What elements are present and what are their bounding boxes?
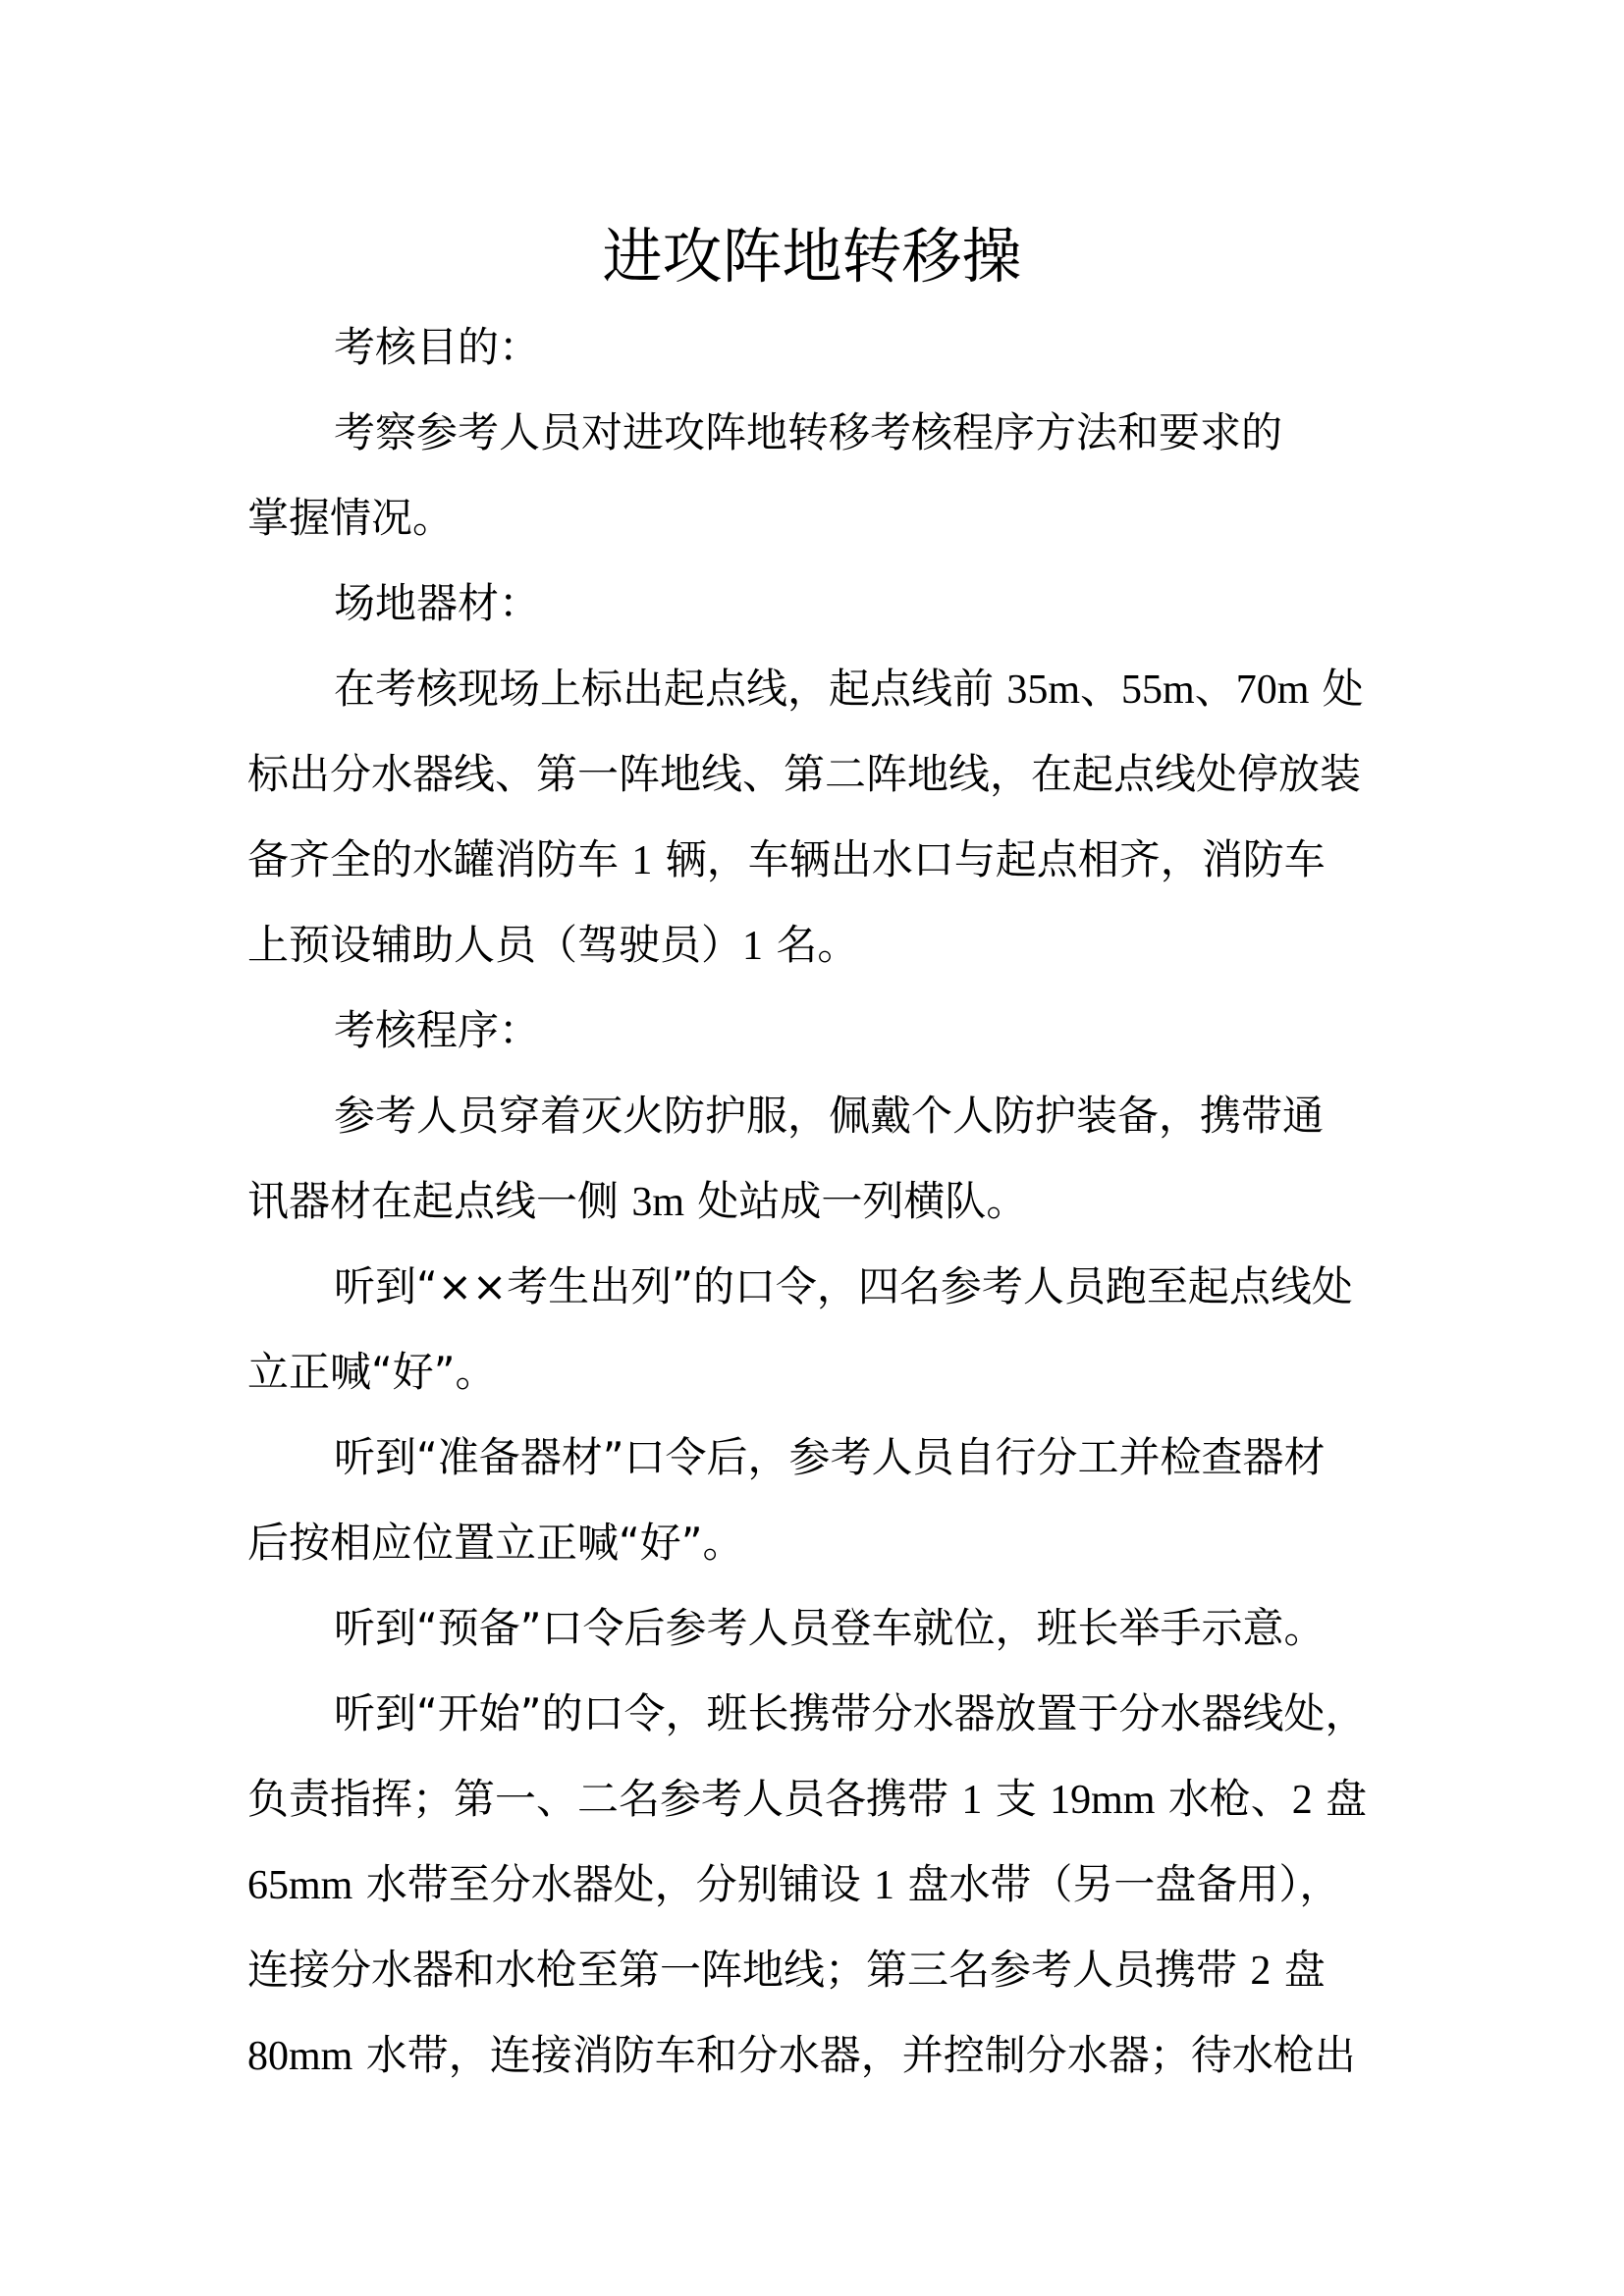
- distance-value: 55m: [1121, 667, 1195, 713]
- site-text-line: [247, 832, 1386, 888]
- purpose-text-line: [334, 405, 1386, 460]
- text-run: 立正喊“好”。: [247, 1348, 497, 1396]
- text-run: 听到“预备”口令后参考人员登车就位，班长举手示意。: [334, 1604, 1326, 1652]
- text-run: 掌握情况。: [247, 494, 455, 542]
- text-run: 上预设辅助人员（驾驶员）: [247, 921, 743, 969]
- text-run: 、: [1194, 665, 1236, 713]
- text-run: 讯器材在起点线一侧: [247, 1177, 632, 1225]
- distance-value: 35m: [1006, 667, 1081, 713]
- text-run: 辆，车辆出水口与起点相齐，消防车: [652, 835, 1326, 883]
- text-run: 标出分水器线、第一阵地线、第二阵地线，在起点线处停放装: [247, 750, 1362, 798]
- text-run: 听到“××考生出列”的口令，四名参考人员跑至起点线处: [334, 1262, 1353, 1310]
- distance-value: 3m: [631, 1180, 685, 1225]
- size-value: 19mm: [1050, 1778, 1156, 1823]
- procedure-text-line: [334, 1089, 1386, 1144]
- procedure-text-line: [247, 1772, 1386, 1828]
- count-value: 1: [742, 924, 764, 969]
- purpose-heading: [334, 320, 1386, 375]
- procedure-text-line: [334, 1601, 1386, 1656]
- text-run: 盘: [1271, 1946, 1326, 1994]
- procedure-text-line: [334, 1430, 1386, 1485]
- text-run: 考核目的：: [334, 323, 541, 371]
- text-run: 备齐全的水罐消防车: [247, 835, 632, 883]
- site-text-line: [334, 662, 1386, 718]
- text-run: 盘: [1312, 1775, 1368, 1823]
- text-run: 水带至分水器处，分别铺设: [352, 1860, 875, 1908]
- count-value: 1: [961, 1778, 983, 1823]
- procedure-text-line: [247, 1516, 1386, 1571]
- text-run: 考察参考人员对进攻阵地转移考核程序方法和要求的: [334, 408, 1283, 456]
- procedure-text-line: [247, 1857, 1386, 1913]
- site-text-line: [247, 918, 1386, 974]
- procedure-text-line: [247, 1174, 1386, 1230]
- text-run: 处站成一列横队。: [684, 1177, 1028, 1225]
- text-run: 支: [982, 1775, 1051, 1823]
- text-run: 盘水带（另一盘备用），: [894, 1860, 1341, 1908]
- distance-value: 70m: [1235, 667, 1310, 713]
- text-run: 考核程序：: [334, 1006, 541, 1054]
- text-run: 处: [1309, 665, 1364, 713]
- size-value: 80mm: [247, 2034, 353, 2079]
- text-run: 名。: [763, 921, 859, 969]
- text-run: 水枪、: [1155, 1775, 1292, 1823]
- procedure-text-line: [334, 1259, 1386, 1314]
- procedure-text-line: [247, 1943, 1386, 1999]
- text-run: 参考人员穿着灭火防护服，佩戴个人防护装备，携带通: [334, 1092, 1325, 1140]
- text-run: 、: [1080, 665, 1122, 713]
- text-run: 后按相应位置立正喊“好”。: [247, 1519, 744, 1567]
- text-run: 水带，连接消防车和分水器，并控制分水器；待水枪出: [352, 2031, 1356, 2079]
- size-value: 65mm: [247, 1863, 353, 1908]
- site-heading: [334, 576, 1386, 631]
- text-run: 连接分水器和水枪至第一阵地线；第三名参考人员携带: [247, 1946, 1251, 1994]
- procedure-text-line: [247, 2028, 1386, 2084]
- count-value: 1: [874, 1863, 895, 1908]
- procedure-text-line: [247, 1345, 1386, 1400]
- count-value: 2: [1291, 1778, 1313, 1823]
- count-value: 1: [631, 838, 653, 883]
- site-text-line: [247, 747, 1386, 802]
- document-title: 进攻阵地转移操: [602, 222, 1022, 292]
- count-value: 2: [1250, 1949, 1272, 1994]
- procedure-heading: [334, 1003, 1386, 1058]
- text-run: 听到“开始”的口令，班长携带分水器放置于分水器线处，: [334, 1689, 1367, 1737]
- procedure-text-line: [334, 1686, 1386, 1741]
- text-run: 场地器材：: [334, 579, 541, 627]
- text-run: 听到“准备器材”口令后，参考人员自行分工并检查器材: [334, 1433, 1326, 1481]
- purpose-text-line: [247, 491, 1386, 546]
- text-run: 负责指挥；第一、二名参考人员各携带: [247, 1775, 962, 1823]
- text-run: 在考核现场上标出起点线，起点线前: [334, 665, 1007, 713]
